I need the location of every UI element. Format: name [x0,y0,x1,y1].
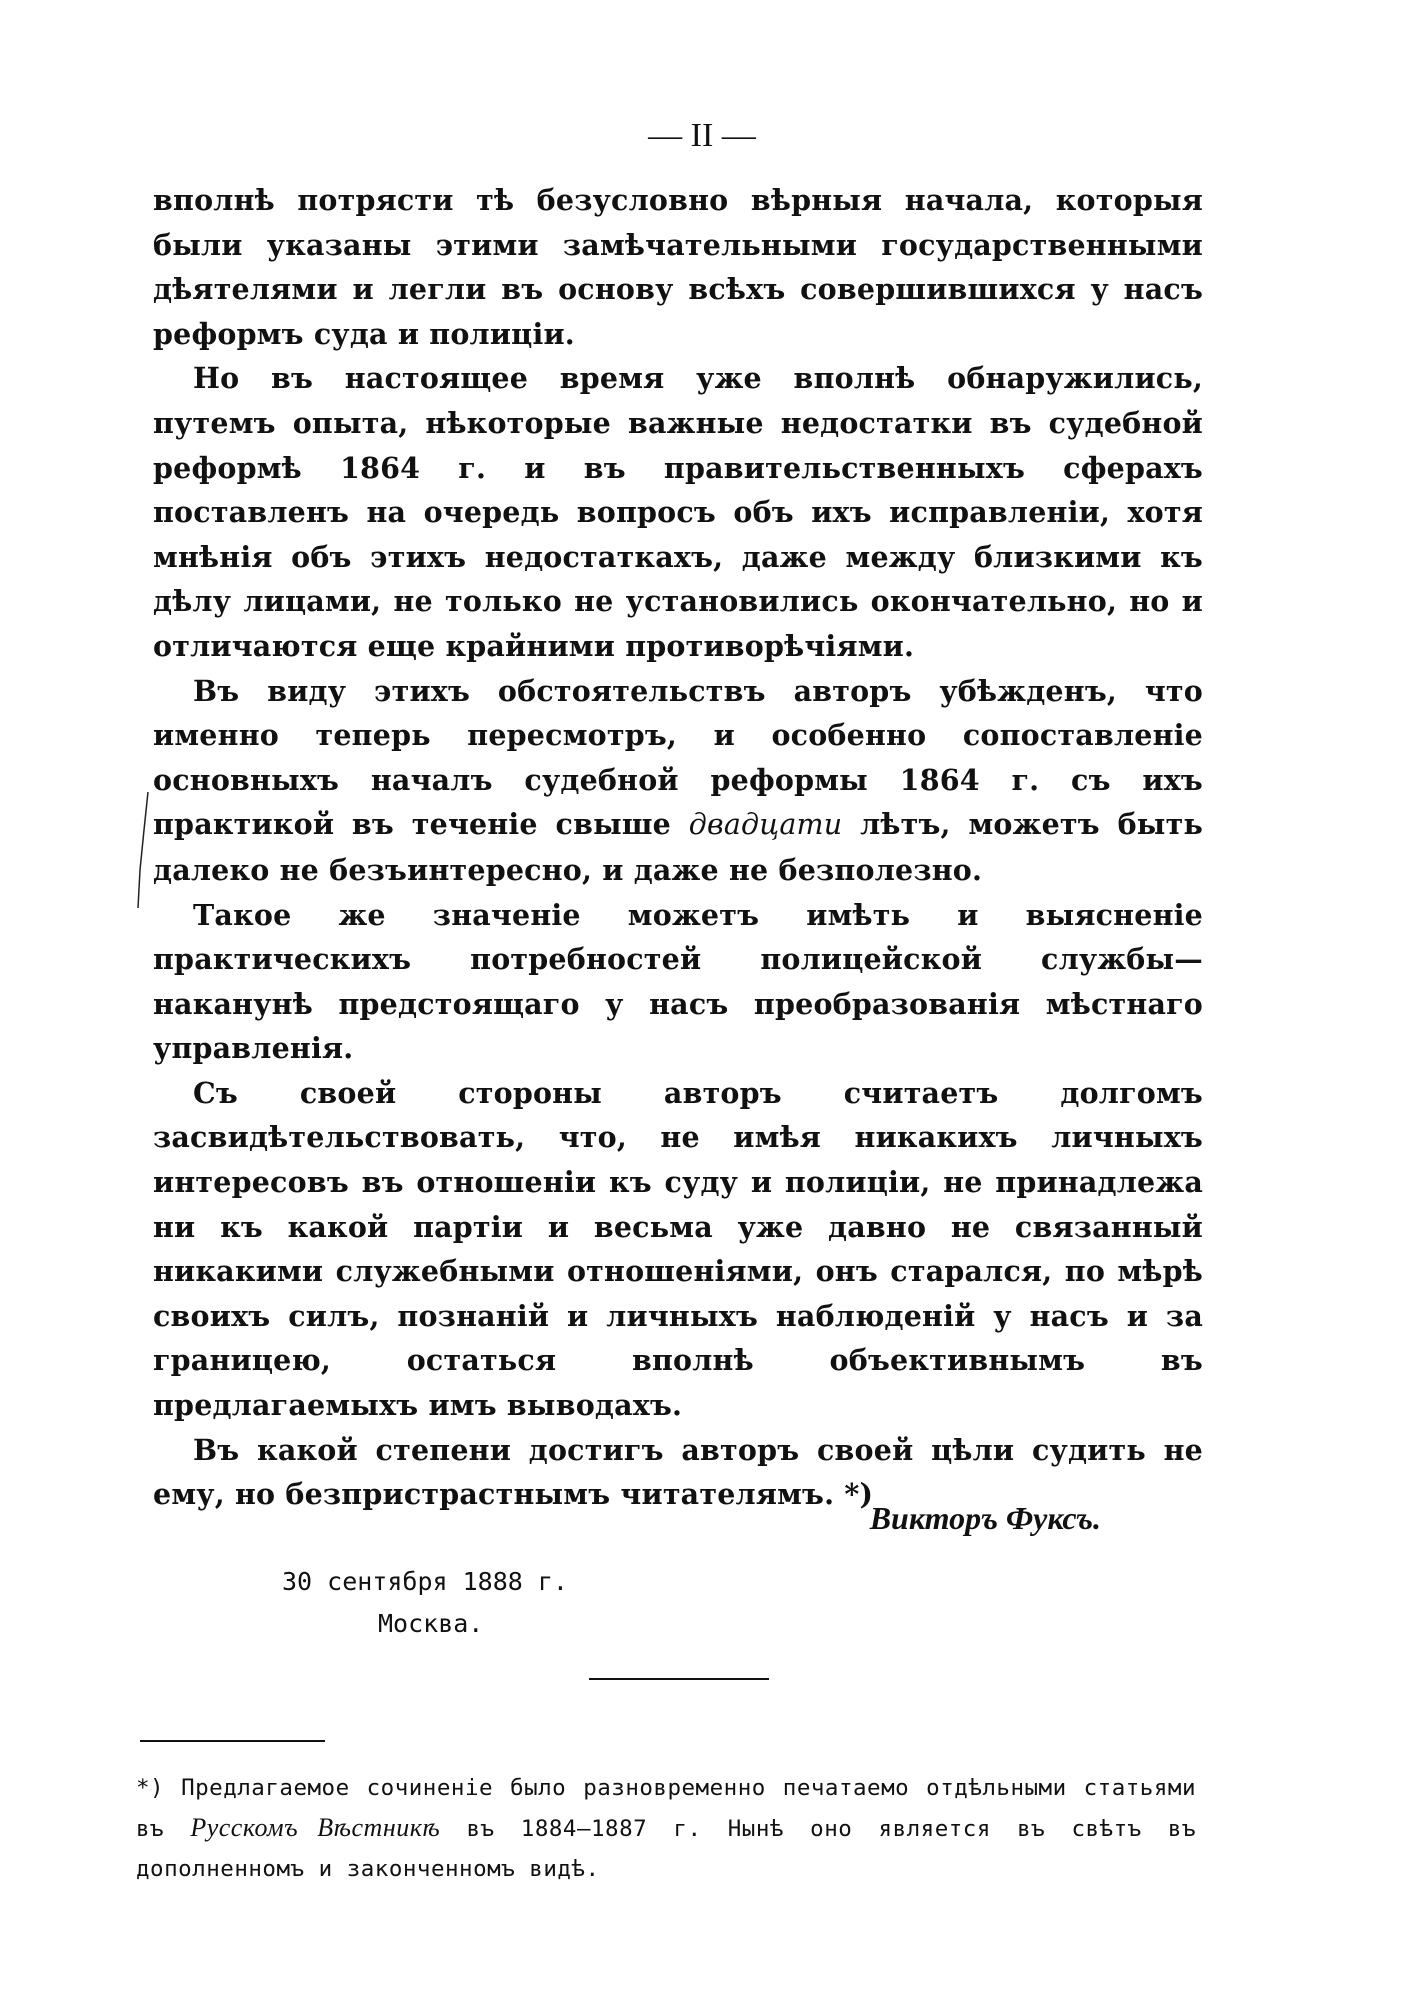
footnote-part1: *) Предлагаемое сочиненіе было разновременно печатаемо отдѣльными статьями въ [136,1775,1196,1842]
paragraph-review-italic: двадцати [688,808,843,842]
section-end-rule [589,1678,769,1680]
paragraph-readers: Въ какой степени достигъ авторъ своей цѣли судить не ему, но безпристрастнымъ читателямъ. *) [153,1432,1203,1512]
footnote-part2: въ 1884—1887 г. Нынѣ оно является въ свѣтъ въ дополненномъ и законченномъ видѣ. [136,1816,1197,1882]
author-signature: Викторъ Фуксъ. [869,1500,1101,1536]
paragraph-review [153,669,1203,893]
paragraph-review-part2: лѣтъ, можетъ быть далеко не безъинтересно, и даже не безполезно. [153,807,1203,887]
paragraph-author-testimony: Съ своей стороны авторъ считаетъ долгомъ засвидѣтельствовать, что, не имѣя никакихъ личныхъ интересовъ въ отношеніи къ суду и полиціи, не принадлежа ни къ какой партіи и весьма уже давно не связанный никакими служебными отношеніями, онъ старался, по мѣрѣ своихъ силъ, познаній и личныхъ наблюденій у насъ и за границею, остаться вполнѣ объективнымъ въ предлагаемыхъ имъ выводахъ. [153,1075,1203,1423]
page-number: — II — [648,117,756,154]
footnote [136,1768,1196,1889]
paragraph-defects: Но въ настоящее время уже вполнѣ обнаружились, путемъ опыта, нѣкоторые важные недостатки въ судебной реформѣ 1864 г. и въ правительственныхъ сферахъ поставленъ на очередь вопросъ объ ихъ исправленіи, хотя мнѣнія объ этихъ недостаткахъ, даже между близкими къ дѣлу лицами, не только не установились окончательно, но и отличаются еще крайними противорѣчіями. [153,361,1203,663]
footnote-separator-rule [140,1740,325,1742]
paragraph-continuation: вполнѣ потрясти тѣ безусловно вѣрныя начала, которыя были указаны этими замѣчательными государственными дѣятелями и легли въ основу всѣхъ совершившихся у насъ реформъ суда и полиціи. [153,183,1203,351]
footnote-italic: Русскомъ Вѣстникѣ [190,1813,441,1842]
date-line: 30 сентября 1888 г. [282,1567,568,1596]
paragraph-review-part1: Въ виду этихъ обстоятельствъ авторъ убѣжденъ, что именно теперь пересмотръ, и особенно сопоставленіе основныхъ началъ судебной реформы 1864 г. съ ихъ практикой въ теченіе свыше [153,673,1203,842]
place-line: Москва. [378,1609,484,1638]
body-text [153,178,1203,1517]
margin-pencil-mark [134,790,152,910]
paragraph-police: Такое же значеніе можетъ имѣть и выясненіе практическихъ потребностей полицейской службы—наканунѣ предстоящаго у насъ преобразованія мѣстнаго управленія. [153,897,1203,1066]
